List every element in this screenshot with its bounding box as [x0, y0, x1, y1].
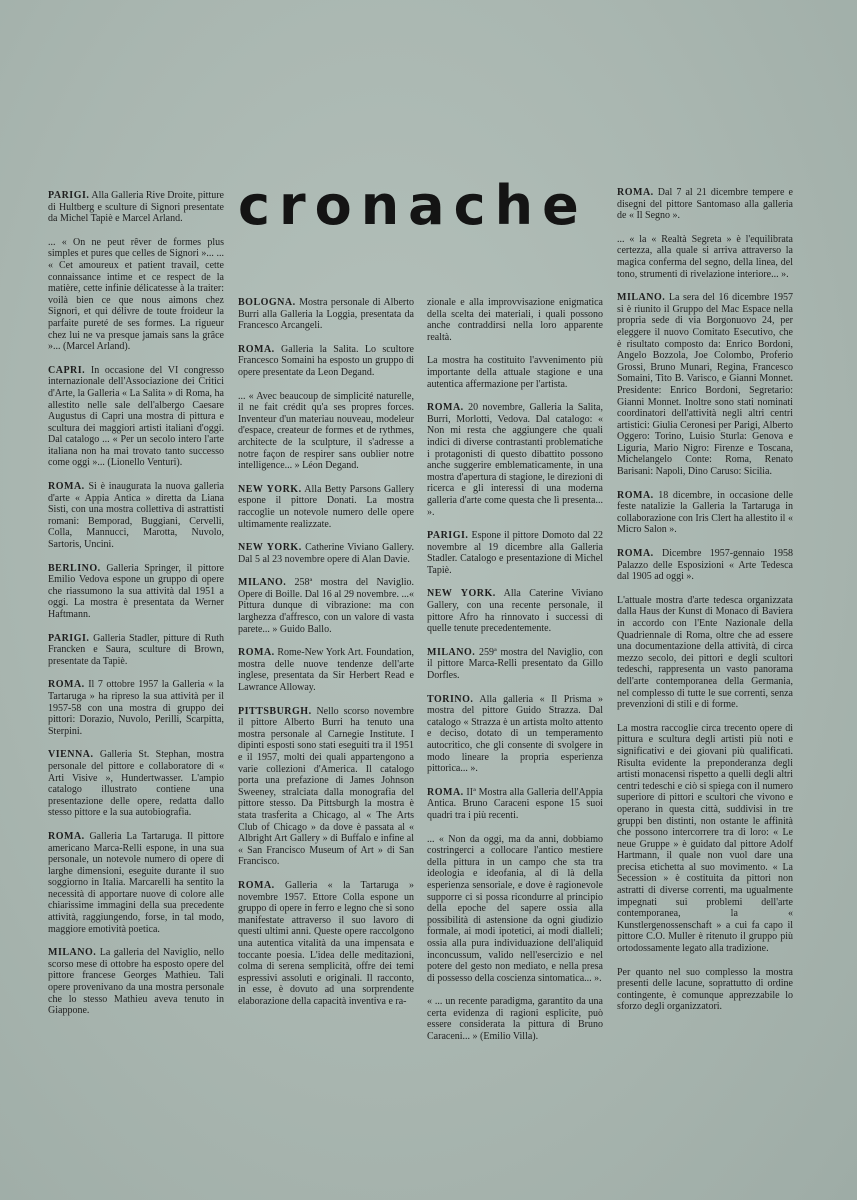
news-entry	[427, 647, 603, 682]
entry-city: ROMA.	[238, 343, 275, 355]
entry-text: 259ª mostra del Naviglio, con il pittore Marca-Relli presentato da Gillo Dorfles.	[427, 646, 603, 682]
news-entry	[238, 647, 414, 693]
entry-text: Galleria la Salita. Lo scultore Francesco Somaini ha esposto un gruppo di opere presentate da Leon Degand.	[238, 343, 414, 378]
entry-city: ROMA.	[427, 786, 464, 798]
entry-text: IIª Mostra alla Galleria dell'Appia Antica. Bruno Caraceni espone 15 suoi quadri tra i più recenti.	[427, 786, 603, 821]
entry-text: 18 dicembre, in occasione delle feste natalizie la Galleria la Tartaruga in collaborazione con Iris Clert ha allestito il « Micro Salon ».	[617, 489, 793, 536]
entry-text: Il 7 ottobre 1957 la Galleria « la Tartaruga » ha ripreso la sua attività per il 1957-58 con una mostra di gruppo dei pittori: Dorazio, Nuvolo, Perilli, Scarpitta, Sterpini.	[48, 679, 224, 737]
news-entry	[617, 967, 793, 1013]
news-entry	[427, 297, 603, 343]
entry-city: ROMA.	[617, 187, 654, 198]
entry-city: PARIGI.	[48, 632, 90, 644]
news-entry	[48, 563, 224, 621]
news-entry	[427, 694, 603, 775]
entry-city: BERLINO.	[48, 562, 101, 574]
entry-text: Alla Betty Parsons Gallery espone il pittore Donati. La mostra raccoglie un notevole numero delle opere ultimamente realizzate.	[238, 483, 414, 530]
entry-text: zionale e alla improvvisazione enigmatica della scelta dei materiali, i quali possono anche contraddirsi nella loro apparente realtà.	[427, 297, 603, 343]
news-entry	[617, 723, 793, 955]
news-entry	[617, 490, 793, 536]
entry-text: Si è inaugurata la nuova galleria d'arte « Appia Antica » diretta da Liana Sisti, con una mostra collettiva di astrattisti romani: Bemporad, Buggiani, Cervelli, Colla, Mannucci, Marotta, Nuvolo, Sartoris, Uncini.	[48, 481, 224, 551]
entry-text: 258ª mostra del Naviglio. Opere di Boille. Dal 16 al 29 novembre. ...« Pittura dunque di vibrazione: ma con larghezza d'affresco, con un valore di vasta parete... » Guido Ballo.	[238, 577, 414, 635]
entry-text: Alla Caterine Viviano Gallery, con una recente personale, il pittore Afro ha rinnovato i successi di quelle tenute precedentemente.	[427, 588, 603, 635]
entry-city: ROMA.	[617, 489, 654, 501]
news-entry	[48, 237, 224, 353]
entry-text: Galleria St. Stephan, mostra personale del pittore e collaboratore di « Arti Visive », Hundertwasser. L'ampio catalogo illustrato contiene una presentazione delle opere, redatta dallo stesso pittore e la sua autobiografia.	[48, 749, 224, 819]
entry-text: « ... un recente paradigma, garantito da una certa evidenza di ragioni esplicite, può essere considerata la pittura di Bruno Caraceni... » (Emilio Villa).	[427, 996, 603, 1043]
entry-city: PITTSBURGH.	[238, 705, 312, 717]
news-entry	[238, 297, 414, 332]
news-entry	[238, 542, 414, 565]
entry-city: CAPRI.	[48, 364, 86, 376]
entry-text: La mostra raccoglie circa trecento opere di pittura e scultura degli artisti più noti e significativi e dei giovani più qualificati. Risulta evidente la preponderanza degli artisti monacensi rispetto a quelli degli altri centri tedeschi e ciò si spiega con il numero superiore di pittori e scultori che vivono e operano in questa città, suddivisi in tre gruppi ben distinti, non ostante le affinità che possono intercorrere tra di loro: « Le neue Gruppe » è guidato dal pittore Adolf Hartmann, il quale non vuol dare una precisa etichetta al suo movimento. « La Secession » è costituita da pittori non astratti di diverse correnti, ma ugualmente impegnati sui problemi dell'arte contemporanea, la « Kunstlergenossenschaft » a cui fa capo il pittore C.O. Muller è ritenuto il gruppo più ortodossamente legato alla tradizione.	[617, 722, 793, 955]
entry-text: Galleria Stadler, pitture di Ruth Francken e Saura, sculture di Brown, presentate da Tapiè.	[48, 632, 224, 667]
entry-city: BOLOGNA.	[238, 297, 296, 308]
entry-text: Nello scorso novembre il pittore Alberto Burri ha tenuto una mostra personale al Carnegie Institute. I dipinti esposti sono stati eseguiti tra il 1951 e il 1957, molti dei quali appartengono a varie collezioni d'America. Il catalogo porta una prefazione di James Johnson Sweeney, stralciata dalla monografia del pittore stesso. Da Pittsburgh la mostra è stata trasferita a Chicago, al « The Arts Club of Chicago » da dove è passata al « Albright Art Gallery » di Buffalo e infine al « San Francisco Museum of Art » di San Francisco.	[238, 705, 414, 868]
entry-city: NEW YORK.	[427, 588, 496, 600]
entry-city: NEW YORK.	[238, 483, 302, 495]
news-entry	[427, 588, 603, 634]
news-entry	[617, 292, 793, 478]
entry-city: MILANO.	[427, 646, 476, 658]
news-entry	[238, 880, 414, 1008]
news-entry	[427, 996, 603, 1042]
entry-city: NEW YORK.	[238, 542, 302, 554]
news-entry	[48, 481, 224, 551]
news-entry	[617, 234, 793, 280]
entry-text: Alla Galleria Rive Droite, pitture di Hultberg e sculture di Signori presentate da Michel Tapiè e Marcel Arland.	[48, 190, 224, 225]
entry-city: ROMA.	[427, 402, 464, 414]
entry-text: La sera del 16 dicembre 1957 si è riunito il Gruppo del Mac Espace nella propria sede di via Borgonuovo 24, per eleggere il nuovo Comitato Esecutivo, che è risultato composto da: Enrico Bordoni, Angelo Bozzola, Joe Colombo, Proferio Grossi, Bruno Munari, Regina, Francesco Somaini, Tito B. Varisco, e Gianni Monnet. Presidente: Enrico Bordoni, Segretario: Gianni Monnet. Inoltre sono stati nominati coordinatori dell'attività negli altri centri artistici: Giulia Ceronesi per Parigi, Alberto Oggero: Torino, Luisio Sturla: Genova e Liguria, Mario Nigro: Firenze e Toscana, Michelangelo Conte: Roma, Renato Barisani: Napoli, Dino Caruso: Sicilia.	[617, 292, 793, 478]
entry-text: Galleria « la Tartaruga » novembre 1957. Ettore Colla espone un gruppo di opere in ferro e legno che si sono manifestate attraverso il suo lavoro di questi ultimi anni. Queste opere raccolgono una autentica vitalità da una impensata e toccante poesia. L'idea delle meditazioni, colma di serena semplicità, offre dei temi espressivi assoluti e originali. Il racconto, in esse, è dovuto ad una sorprendente elaborazione della capacità inventiva e ra-	[238, 879, 414, 1007]
news-entry	[238, 391, 414, 472]
news-entry	[427, 834, 603, 985]
entry-text: La mostra ha costituito l'avvenimento più importante della attuale stagione e una autentica affermazione per l'artista.	[427, 355, 603, 390]
entry-city: ROMA.	[48, 481, 85, 493]
entry-text: ... « Non da oggi, ma da anni, dobbiamo costringerci a collocare l'antico mestiere della pittura in un campo che sta tra ideologia e ideofania, al di là della esperienza sensoriale, e dove è ragionevole supporre ci si possa ricondurre al principio della epoche del sapere ossia alla possibilità di astensione da ogni giudizio formale, ai modi ipotetici, ai modi dialleli; ossia alla pura individuazione dell'aliquid inconcussum, valido nell'esercizio e nel potere del gesto non mediato, e nella presa di possesso della coscienza sintomatica... ».	[427, 833, 603, 984]
news-entry	[427, 355, 603, 390]
entry-text: Mostra personale di Alberto Burri alla Galleria la Loggia, presentata da Francesco Arcangeli.	[238, 297, 414, 332]
entry-city: ROMA.	[48, 830, 85, 842]
entry-text: In occasione del VI congresso internazionale dell'Associazione dei Critici d'Arte, la Galleria « La Salita » di Roma, ha allestito nelle sale dell'albergo Caesare Augustus di Capri una mostra di pittura e scultura dei maggiori artisti italiani d'oggi. Dal catalogo ... « Per un secolo intero l'arte italiana non ha mai trovato tanto successo come oggi »... (Lionello Venturi).	[48, 364, 224, 469]
news-entry	[238, 484, 414, 530]
entry-city: MILANO.	[617, 292, 666, 304]
entry-text: 20 novembre, Galleria la Salita, Burri, Morlotti, Vedova. Dal catalogo: « Non mi resta che aggiungere che quali indici di diverse contrastanti problematiche i protagonisti di questo dibattito possono anche suggerire emblematicamente, in una mostra d'apertura di stagione, le direzioni di ricerca e gli interessi di una moderna galleria d'arte come questa che lì presenta... ».	[427, 402, 603, 518]
entry-city: ROMA.	[238, 647, 275, 659]
news-entry	[48, 831, 224, 935]
entry-city: ROMA.	[617, 548, 654, 560]
news-entry	[48, 679, 224, 737]
entry-text: Dal 7 al 21 dicembre tempere e disegni del pittore Santomaso alla galleria de « Il Segno ».	[617, 187, 793, 222]
news-entry	[48, 947, 224, 1017]
news-entry	[48, 633, 224, 668]
news-entry	[617, 548, 793, 583]
news-entry	[238, 344, 414, 379]
page-title: cronache	[238, 174, 588, 237]
entry-text: Dicembre 1957-gennaio 1958 Palazzo delle Esposizioni « Arte Tedesca dal 1905 ad oggi ».	[617, 548, 793, 583]
news-entry	[427, 530, 603, 576]
entry-city: MILANO.	[238, 577, 287, 589]
entry-text: ... « On ne peut rêver de formes plus simples et pures que celles de Signori »... ... « Cet amoureux et patient travail, cette connaissance intime et ce respect de la matière, cette infinie délicatesse à la traiter: voilà bien ce que nous aimons chez Signori, et qui délivre de toute froideur la parfaite pureté de ses formes. La rigueur chez lui ne va presque jamais sans la grâce »... (Marcel Arland).	[48, 236, 224, 353]
entry-text: Catherine Viviano Gallery. Dal 5 al 23 novembre opere di Alan Davie.	[238, 542, 414, 565]
entry-text: Galleria Springer, il pittore Emilio Vedova espone un gruppo di opere che riassumono la sua attività dal 1951 a oggi. La mostra è presentata da Werner Haftmann.	[48, 562, 224, 620]
entry-text: L'attuale mostra d'arte tedesca organizzata dalla Haus der Kunst di Monaco di Baviera in accordo con l'Ente Nazionale della Quadriennale di Roma, oltre che ad essere una documentazione della attività, di circa mezzo secolo, dei pittori e degli scultori tedeschi, rappresenta un vasto panorama dell'arte contemporanea della Germania, nel complesso di tutte le sue correnti, senza prevenzioni di stili e di forme.	[617, 594, 793, 711]
column-1	[48, 190, 224, 1029]
column-2	[238, 297, 414, 1019]
entry-text: Alla galleria « Il Prisma » mostra del pittore Guido Strazza. Dal catalogo « Strazza è un artista molto attento e deciso, dotato di un temperamento autocritico, che gli consente di svolgere in modo lineare la propria esperienza pittorica... ».	[427, 693, 603, 775]
news-entry	[427, 787, 603, 822]
entry-city: MILANO.	[48, 947, 97, 959]
entry-text: La galleria del Naviglio, nello scorso mese di ottobre ha esposto opere del pittore francese Georges Mathieu. Tali opere provenivano da una mostra personale che lo stesso Mathieu aveva tenuto in Giappone.	[48, 947, 224, 1017]
entry-text: ... « la « Realtà Segreta » è l'equilibrata certezza, alla quale si arriva attraverso la magica conferma del segno, della linea, del tono, strumenti di rivelazione interiore... ».	[617, 233, 793, 280]
news-entry	[48, 365, 224, 469]
news-entry	[238, 706, 414, 868]
entry-text: Espone il pittore Domoto dal 22 novembre al 19 dicembre alla Galleria Stadler. Catalogo e presentazione di Michel Tapiè.	[427, 530, 603, 576]
entry-city: ROMA.	[48, 679, 85, 691]
news-entry	[48, 749, 224, 819]
entry-city: VIENNA.	[48, 749, 94, 761]
entry-city: PARIGI.	[48, 190, 90, 201]
entry-text: Per quanto nel suo complesso la mostra presenti delle lacune, soprattutto di ordine contingente, è comunque apprezzabile lo sforzo degli organizzatori.	[617, 966, 793, 1013]
entry-city: PARIGI.	[427, 530, 469, 542]
news-entry	[617, 187, 793, 222]
news-entry	[617, 595, 793, 711]
entry-text: Galleria La Tartaruga. Il pittore americano Marca-Relli espone, in una sua personale, un notevole numero di opere di larghe dimensioni, eseguite durante il suo soggiorno in Italia. Marcarelli ha sentito la necessità di apportare nuove di colore alle chiarissime immagini della sua precedente attività, raggiungendo, forse, in tal modo, maggiore emotività poetica.	[48, 830, 224, 935]
entry-city: ROMA.	[238, 879, 275, 891]
news-entry	[238, 577, 414, 635]
news-entry	[48, 190, 224, 225]
entry-text: ... « Avec beaucoup de simplicité naturelle, il ne fait crédit qu'a ses propres forces. Inventeur d'un materiau nouveau, modeleur d'espace, createur de formes et de rythmes, architecte de la sculpture, il s'adresse a notre façon de respirer sans oublier notre intelligence... » Léon Degand.	[238, 390, 414, 472]
news-entry	[427, 402, 603, 518]
entry-text: Rome-New York Art. Foundation, mostra delle nuove tendenze dell'arte inglese, presentata da Sir Herbert Read e Lawrance Alloway.	[238, 647, 414, 694]
entry-city: TORINO.	[427, 693, 474, 705]
column-3	[427, 297, 603, 1055]
column-4	[617, 187, 793, 1025]
